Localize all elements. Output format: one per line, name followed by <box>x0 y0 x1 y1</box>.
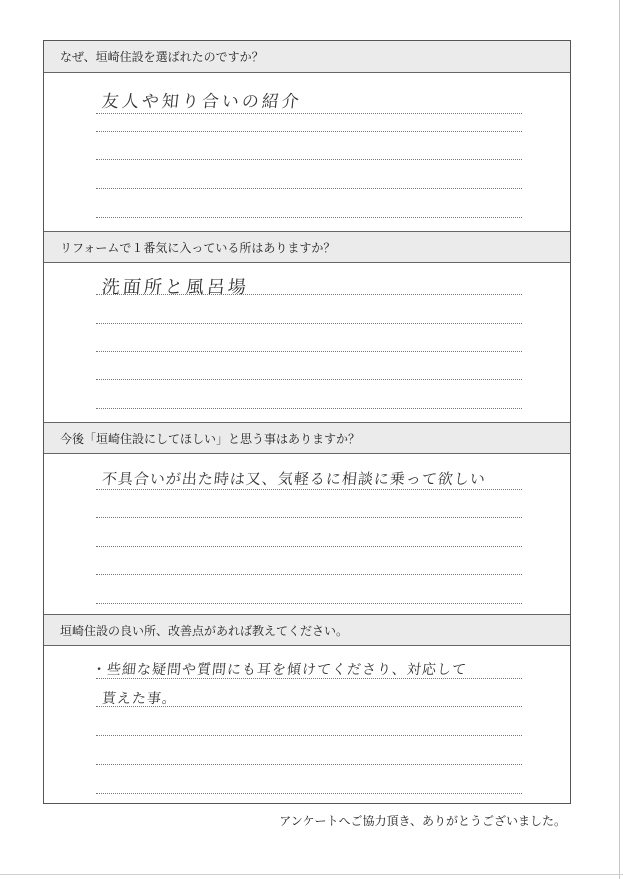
answer-line <box>96 706 522 707</box>
question-section <box>44 614 570 804</box>
answer-line <box>96 113 522 114</box>
question-section <box>44 231 570 422</box>
answer-line <box>96 735 522 736</box>
question-section <box>44 41 570 231</box>
answer-line <box>96 603 522 604</box>
answer-line <box>96 351 522 352</box>
answer-line <box>96 188 522 189</box>
answer-line <box>96 131 522 132</box>
answer-line <box>96 678 522 679</box>
answer-line <box>96 764 522 765</box>
answer-line <box>96 517 522 518</box>
question-section <box>44 422 570 614</box>
handwritten-answer: 友人や知り合いの紹介 <box>100 92 303 112</box>
answer-line <box>96 793 522 794</box>
handwritten-answer: 洗面所と風呂場 <box>100 277 250 298</box>
answer-line <box>96 294 522 295</box>
answer-line <box>96 574 522 575</box>
answer-line <box>96 408 522 409</box>
handwritten-answer: ・些細な疑問や質問にも耳を傾けてくださり、対応して <box>91 662 468 678</box>
page-edge <box>619 0 620 879</box>
answer-line <box>96 159 522 160</box>
answer-line <box>96 323 522 324</box>
page-edge <box>0 874 623 875</box>
question-header: 垣崎住設の良い所、改善点があれば教えてください。 <box>44 614 570 646</box>
survey-form <box>43 40 571 804</box>
answer-line <box>96 379 522 380</box>
answer-line <box>96 489 522 490</box>
footer-thanks: アンケートへご協力頂き、ありがとうございました。 <box>279 814 566 828</box>
question-header: リフォームで１番気に入っている所はありますか？ <box>44 231 570 263</box>
handwritten-answer: 不具合いが出た時は又、気軽るに相談に乗って欲しい <box>101 470 487 488</box>
handwritten-answer: 貰えた事。 <box>101 691 178 707</box>
answer-line <box>96 217 522 218</box>
question-header: なぜ、垣崎住設を選ばれたのですか？ <box>44 41 570 73</box>
question-header: 今後「垣崎住設にしてほしい」と思う事はありますか？ <box>44 422 570 454</box>
answer-line <box>96 546 522 547</box>
